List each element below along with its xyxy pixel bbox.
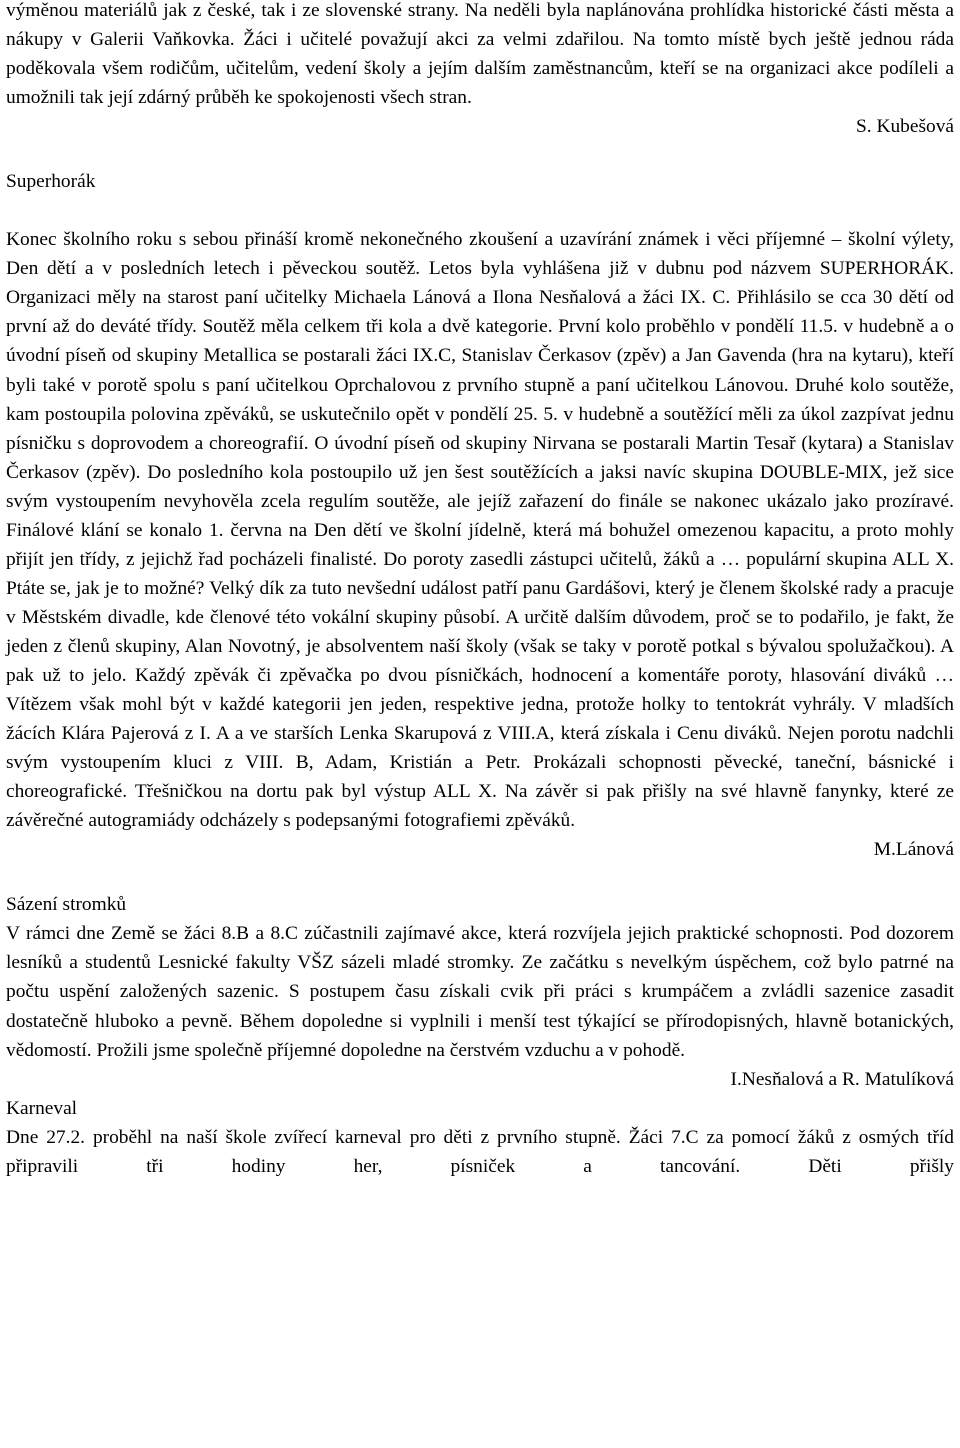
spacer <box>6 864 954 890</box>
article-title: Karneval <box>6 1097 78 1119</box>
article-superhorak <box>6 167 954 864</box>
article-title: Superhorák <box>6 171 96 193</box>
spacer <box>6 141 954 167</box>
article-text: Dne 27.2. proběhl na naší škole zvířecí karneval pro děti z prvního stupně. Žáci 7.C za pomocí žáků z osmých tříd připravili tři hodiny her, písniček a tancování. Děti přišly <box>6 1126 954 1177</box>
article-author: I.Nesňalová a R. Matulíková <box>730 1068 954 1090</box>
article-author: S. Kubešová <box>855 116 954 138</box>
spacer <box>6 196 954 225</box>
article-text: V rámci dne Země se žáci 8.B a 8.C zúčastnili zajímavé akce, která rozvíjela jejich praktické schopnosti. Pod dozorem lesníků a studentů Lesnické fakulty VŠZ sázeli mladé stromky. Ze začátku s nevelkým úspěchem, což bylo patrné na počtu uspění založených sazenic. S postupem času získali cvik při práci s krumpáčem a zvládli sazenice zasadit dostatečně hluboko a pevně. Během dopoledne si vyplnili i menší test týkající se přírodopisných, hlavně botanických, vědomostí. Prožili jsme společně příjemné dopoledne na čerstvém vzduchu a v pohodě. <box>6 923 954 1061</box>
document-page <box>6 0 954 1181</box>
article-title: Sázení stromků <box>6 894 127 916</box>
article-text: výměnou materiálů jak z české, tak i ze slovenské strany. Na neděli byla naplánována prohlídka historické části města a nákupy v Galerii Vaňkovka. Žáci i učitelé považují akci za velmi zdařilou. Na tomto místě bych ještě jednou ráda poděkovala všem rodičům, učitelům, vedení školy a jejím dalším zaměstnancům, kteří se na organizaci akce podíleli a umožnili tak její zdárný průběh ke spokojenosti všech stran. <box>6 0 954 109</box>
article-continuation <box>6 0 954 141</box>
article-karneval <box>6 1094 954 1181</box>
article-author: M.Lánová <box>873 839 954 861</box>
article-sazeni-stromku <box>6 890 954 1093</box>
article-text: Konec školního roku s sebou přináší kromě nekonečného zkoušení a uzavírání známek i věci příjemné – školní výlety, Den dětí a v posledních letech i pěveckou soutěž. Letos byla vyhlášena již v dubnu pod názvem SUPERHORÁK. Organizaci měly na starost paní učitelky Michaela Lánová a Ilona Nesňalová a žáci IX. C. Přihlásilo se cca 30 dětí od první až do deváté třídy. Soutěž měla celkem tři kola a dvě kategorie. První kolo proběhlo v pondělí 11.5. v hudebně a o úvodní píseň od skupiny Metallica se postarali žáci IX.C, Stanislav Čerkasov (zpěv) a Jan Gavenda (hra na kytaru), kteří byli také v porotě spolu s paní učitelkou Oprchalovou z prvního stupně a paní učitelkou Lánovou. Druhé kolo soutěže, kam postoupila polovina zpěváků, se uskutečnilo opět v pondělí 25. 5. v hudebně a soutěžící měli za úkol zazpívat jednu písničku s doprovodem a choreografií. O úvodní píseň od skupiny Nirvana se postarali Martin Tesař (kytara) a Stanislav Čerkasov (zpěv). Do posledního kola postoupilo už jen šest soutěžících a jaksi navíc skupina DOUBLE-MIX, jež sice svým vystoupením nevyhověla zcela regulím soutěže, ale jejíž zařazení do finále se nakonec ukázalo jako prozíravé. Finálové klání se konalo 1. června na Den dětí ve školní jídelně, která má bohužel omezenou kapacitu, a proto mohly přijít jen třídy, z jejichž řad pocházeli finalisté. Do poroty zasedli zástupci učitelů, žáků a … populární skupina ALL X. Ptáte se, jak je to možné? Velký dík za tuto nevšední událost patří panu Gardášovi, který je členem školské rady a pracuje v Městském divadle, kde členové této vokální skupiny působí. A určitě dalším důvodem, proč se to podařilo, je fakt, že jeden z členů skupiny, Alan Novotný, je absolventem naší školy (však se taky v porotě potkal s bývalou spolužačkou). A pak už to jelo. Každý zpěvák či zpěvačka po dvou písničkách, hodnocení a komentáře poroty, hlasování diváků … Vítězem však mohl být v každé kategorii jen jeden, respektive jedna, protože holky to tentokrát vyhrály. V mladších žácích Klára Pajerová z I. A a ve starších Lenka Skarupová z VIII.A, která získala i Cenu diváků. Nejen porotu nadchli svým vystoupením kluci z VIII. B, Adam, Kristián a Petr. Prokázali schopnosti pěvecké, taneční, básnické i choreografické. Třešničkou na dortu pak byl výstup ALL X. Na závěr si pak přišly na své hlavně fanynky, které ze závěrečné autogramiády odcházely s podepsanými fotografiemi zpěváků. <box>6 229 954 832</box>
